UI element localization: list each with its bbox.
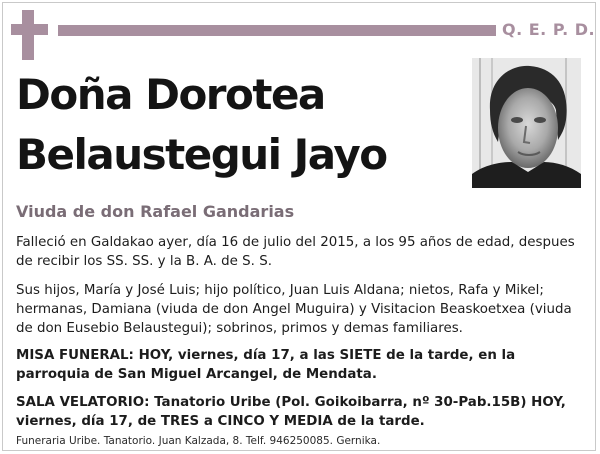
wake-room-paragraph: SALA VELATORIO: Tanatorio Uribe (Pol. Goikoibarra, nº 30-Pab.15B) HOY, viernes, día 17, de TRES a CINCO Y MEDIA de la tarde. <box>16 395 566 429</box>
header-band <box>58 25 496 36</box>
deceased-name-line1: Doña Dorotea <box>16 70 325 119</box>
family-paragraph: Sus hijos, María y José Luis; hijo político, Juan Luis Aldana; nietos, Rafa y Mikel; hermanas, Damiana (viuda de don Angel Muguira) y Visitacion Beaskoetxea (viuda de don Eusebio Belaustegui); sobrinos, primos y demas familiares. <box>16 283 572 336</box>
widow-of-subtitle: Viuda de don Rafael Gandarias <box>16 202 295 221</box>
portrait-photo <box>472 58 581 188</box>
cross-icon <box>22 10 34 60</box>
death-paragraph: Falleció en Galdakao ayer, día 16 de julio del 2015, a los 95 años de edad, despues de recibir los SS. SS. y la B. A. de S. S. <box>16 235 575 269</box>
funeral-mass-paragraph: MISA FUNERAL: HOY, viernes, día 17, a las SIETE de la tarde, en la parroquia de San Miguel Arcangel, de Mendata. <box>16 348 516 382</box>
cross-icon-bar <box>11 24 48 35</box>
funeral-home-footer: Funeraria Uribe. Tanatorio. Juan Kalzada, 8. Telf. 946250085. Gernika. <box>16 435 381 447</box>
qepd-label: Q. E. P. D. <box>502 20 596 39</box>
deceased-name-line2: Belaustegui Jayo <box>16 130 387 179</box>
